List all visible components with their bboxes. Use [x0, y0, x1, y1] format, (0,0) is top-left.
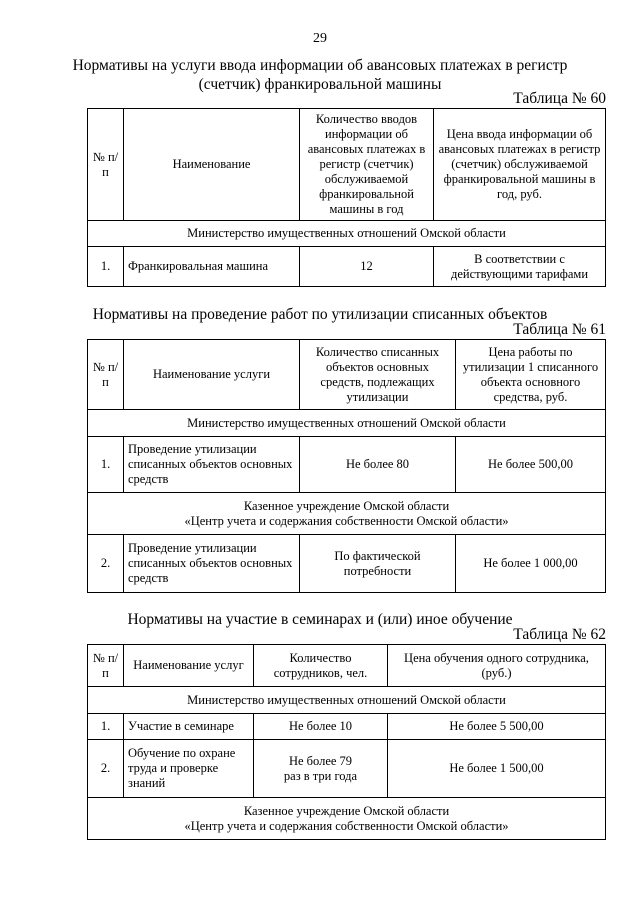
- header-name: Наименование: [124, 109, 300, 221]
- table-60-heading-line1: Нормативы на услуги ввода информации об авансовых платежах в регистр: [72, 57, 568, 74]
- cell-name: Участие в семинаре: [124, 714, 254, 740]
- cell-number: 2.: [88, 740, 124, 798]
- table-60-header-row: [88, 109, 606, 221]
- cell-count: [254, 740, 388, 798]
- section-label: Министерство имущественных отношений Омской области: [88, 221, 606, 247]
- cell-price: Не более 5 500,00: [388, 714, 606, 740]
- section-label: Министерство имущественных отношений Омской области: [88, 410, 606, 437]
- table-62-section-row-2: [88, 798, 606, 840]
- header-name: Наименование услуг: [124, 645, 254, 687]
- cell-price: Не более 500,00: [456, 437, 606, 493]
- table-row: [88, 437, 606, 493]
- cell-price: Не более 1 500,00: [388, 740, 606, 798]
- header-price: Цена ввода информации об авансовых платежах в регистр (счетчик) обслуживаемой франкировальной машины в год, руб.: [434, 109, 606, 221]
- header-price: Цена работы по утилизации 1 списанного объекта основного средства, руб.: [456, 340, 606, 410]
- table-row: [88, 714, 606, 740]
- table-61-heading: Нормативы на проведение работ по утилизации списанных объектов: [92, 306, 548, 323]
- cell-name: Проведение утилизации списанных объектов основных средств: [124, 535, 300, 593]
- cell-number: 2.: [88, 535, 124, 593]
- header-number: № п/п: [88, 645, 124, 687]
- table-62-header-row: [88, 645, 606, 687]
- header-count: Количество сотрудников, чел.: [254, 645, 388, 687]
- table-row: [88, 247, 606, 287]
- cell-name: Франкировальная машина: [124, 247, 300, 287]
- header-count: Количество вводов информации об авансовых платежах в регистр (счетчик) обслуживаемой франкировальной машины в год: [300, 109, 434, 221]
- section-line2: «Центр учета и содержания собственности Омской области»: [184, 818, 509, 833]
- table-62-section-row: [88, 687, 606, 714]
- section-label: [88, 798, 606, 840]
- table-row: [88, 535, 606, 593]
- cell-price: В соответствии с действующими тарифами: [434, 247, 606, 287]
- table-61-section-row-2: [88, 493, 606, 535]
- table-61: [87, 339, 606, 593]
- header-number: № п/п: [88, 340, 124, 410]
- table-62: [87, 644, 606, 840]
- table-60-label: Таблица № 60: [513, 90, 606, 107]
- table-row: [88, 740, 606, 798]
- cell-count: По фактической потребности: [300, 535, 456, 593]
- cell-price: Не более 1 000,00: [456, 535, 606, 593]
- header-count: Количество списанных объектов основных средств, подлежащих утилизации: [300, 340, 456, 410]
- page-number: 29: [313, 31, 327, 46]
- cell-count: 12: [300, 247, 434, 287]
- table-61-header-row: [88, 340, 606, 410]
- section-line1: Казенное учреждение Омской области: [243, 498, 450, 513]
- section-line1: Казенное учреждение Омской области: [243, 803, 450, 818]
- header-number: № п/п: [88, 109, 124, 221]
- table-60-section-row: [88, 221, 606, 247]
- header-price: Цена обучения одного сотрудника, (руб.): [388, 645, 606, 687]
- cell-number: 1.: [88, 437, 124, 493]
- table-62-label: Таблица № 62: [513, 626, 606, 643]
- table-60-heading: [0, 56, 640, 94]
- cell-number: 1.: [88, 247, 124, 287]
- cell-name: Обучение по охране труда и проверке знаний: [124, 740, 254, 798]
- cell-name: Проведение утилизации списанных объектов основных средств: [124, 437, 300, 493]
- table-60-heading-line2: (счетчик) франкировальной машины: [198, 76, 442, 93]
- table-61-label: Таблица № 61: [513, 321, 606, 338]
- section-label: [88, 493, 606, 535]
- table-60: [87, 108, 606, 287]
- table-62-heading: Нормативы на участие в семинарах и (или) иное обучение: [127, 611, 513, 628]
- section-label: Министерство имущественных отношений Омской области: [88, 687, 606, 714]
- cell-count: Не более 10: [254, 714, 388, 740]
- cell-count-text: Не более 79 раз в три года: [283, 753, 358, 783]
- section-line2: «Центр учета и содержания собственности Омской области»: [184, 513, 509, 528]
- table-61-section-row: [88, 410, 606, 437]
- cell-number: 1.: [88, 714, 124, 740]
- cell-count: Не более 80: [300, 437, 456, 493]
- header-name: Наименование услуги: [124, 340, 300, 410]
